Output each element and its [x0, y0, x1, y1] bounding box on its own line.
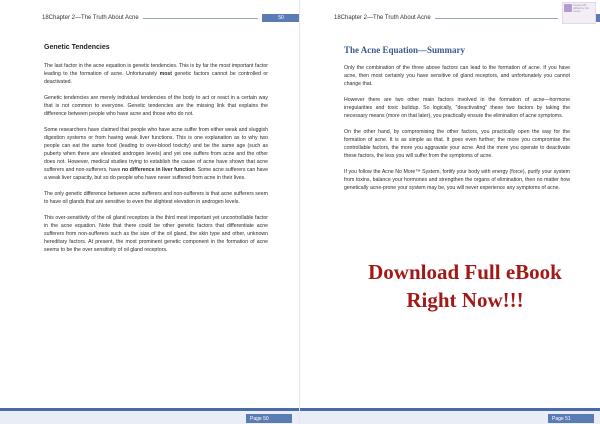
paragraph: This over-sensitivity of the oil gland receptors is the third most important yet uncontrollable factor in the acne equation. Note that there could be other genetic factors that differentiate acne sufferers from non-sufferers such as the size of the oil gland, the skin type and other, unknown hereditary factors. At present, the most prominent genetic component in the formation of acne seems to be the over sensitivity of oil gland receptors.	[44, 215, 268, 253]
download-ebook-link[interactable]	[330, 258, 600, 314]
header-divider	[435, 18, 558, 19]
header-divider	[143, 18, 258, 19]
right-page-header	[334, 13, 600, 23]
footer-page-label: Page 51	[548, 414, 594, 423]
left-page-header	[42, 13, 300, 23]
left-page-content	[44, 44, 268, 262]
footer-rule	[300, 408, 600, 411]
cta-line-1: Download Full eBook	[368, 260, 562, 284]
paragraph: Genetic tendencies are merely individual tendencies of the body to act or react in a certain way that is not common to everyone. Genetic tendencies are the missing link that explains the difference between people who have acne and those who do not.	[44, 95, 268, 117]
paragraph: The only genetic difference between acne sufferers and non-sufferers is that acne sufferers seem to have oil glands that are sensitive to even the slightest elevation in androgen levels.	[44, 191, 268, 205]
paragraph: If you follow the Acne No More™ System, fortify your body with energy (force), purify your system from toxins, balance your hormones and strengthen the organs of elimination, then no matter how genetically acne-prone your system may be, you will never experience any symptoms of acne.	[344, 169, 570, 191]
footer-rule	[0, 408, 300, 411]
footer-page-label: Page 50	[246, 414, 292, 423]
section-heading: The Acne Equation—Summary	[344, 45, 466, 55]
paragraph: Only the combination of the three above factors can lead to the formation of acne. If you have acne, then most certainly you have sensitive oil gland receptors, and unfortunately you cannot change that.	[344, 65, 570, 87]
paragraph: Some researchers have claimed that people who have acne suffer from either weak and sluggish digestion systems or from having weak liver functions. This is one explanation as to why two people can eat the same food (leading to over-blood toxicity) and be the same age (such as puberty when there are elevated androgen levels) and yet one suffers from acne and the other does not. However, medical studies trying to establish the cause of acne have shown that acne sufferers and non-sufferers, have no difference in liver function. Some acne sufferers can have a weak liver capacity, but so do people who have never suffered from acne in their lives.	[44, 127, 268, 181]
header-title: 18Chapter 2—The Truth About Acne	[42, 15, 139, 21]
right-page-footer	[300, 408, 600, 424]
badge-text: Created with pdfFactory trial version	[573, 4, 589, 13]
pdf-creator-logo-icon	[564, 4, 572, 12]
paragraph: On the other hand, by compromising the other factors, you practically open the way for the formation of acne. It is as simple as that. It goes even further; the more you compromise the controllable factors, the more you aggravate your acne. And the more you operate to deactivate these factors, the less you will suffer from the symptoms of acne.	[344, 129, 570, 159]
right-page-content	[344, 46, 570, 200]
paragraph: The last factor in the acne equation is genetic tendencies. This is by far the most important factor leading to the formation of acne. Unfortunately most genetic factors cannot be controlled or deactivated.	[44, 63, 268, 85]
paragraph: However there are two other main factors involved in the formation of acne—hormone irregularities and toxic buildup. So logically, "deactivating" these two factors by taking the necessary means (more on that later), you practically ensure the elimination of acne symptoms.	[344, 97, 570, 119]
left-page-footer	[0, 408, 300, 424]
header-title: 18Chapter 2—The Truth About Acne	[334, 15, 431, 21]
header-page-number: 50	[262, 14, 300, 22]
pdf-creator-badge[interactable]	[562, 2, 596, 24]
cta-line-2: Right Now!!!	[406, 288, 524, 312]
right-page	[300, 0, 600, 424]
section-heading: Genetic Tendencies	[44, 44, 110, 51]
